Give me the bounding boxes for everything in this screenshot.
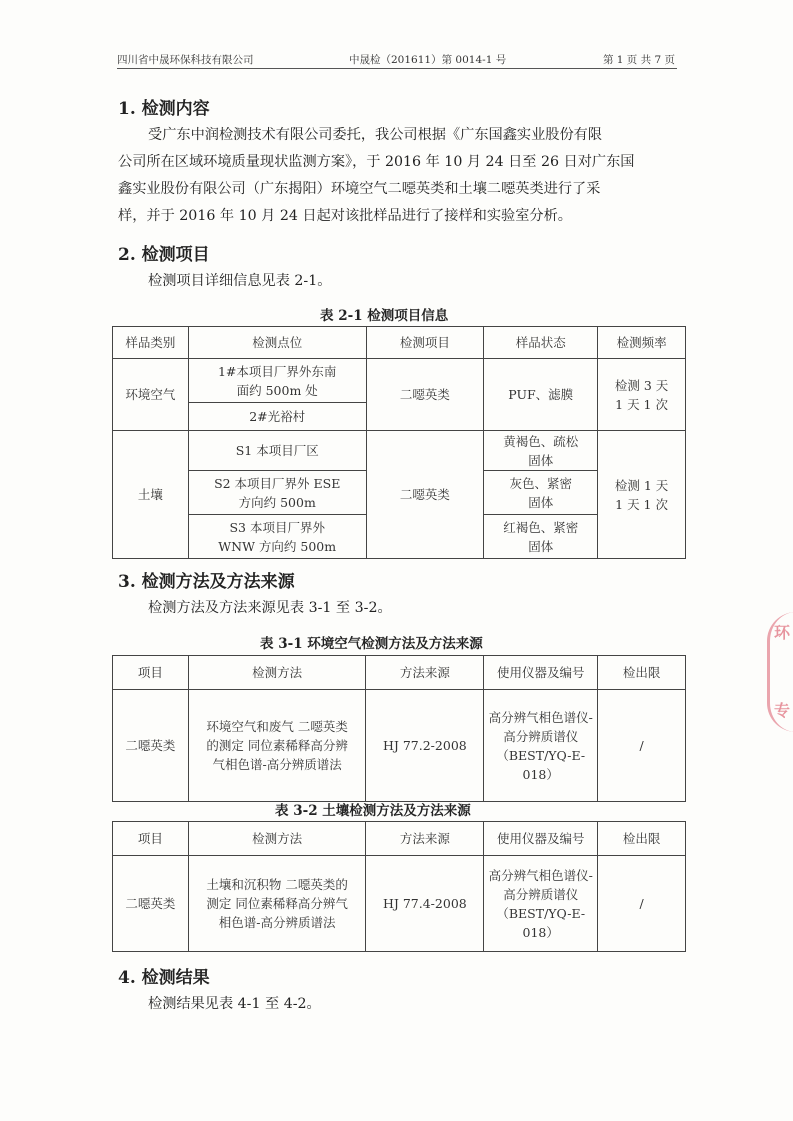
header-item: 检测项目	[366, 327, 484, 359]
t31-item: 二噁英类	[113, 690, 189, 802]
section4-title: 4. 检测结果	[118, 968, 210, 988]
t32-limit: /	[598, 856, 686, 952]
air-point-2: 2#光裕村	[188, 403, 366, 431]
header-sample-category: 样品类别	[113, 327, 189, 359]
t31-method: 环境空气和废气 二噁英类 的测定 同位素稀释高分辨 气相色谱-高分辨质谱法	[188, 690, 366, 802]
air-frequency: 检测 3 天 1 天 1 次	[598, 359, 686, 431]
section1-line-2: 公司所在区域环境质量现状监测方案》，于 2016 年 10 月 24 日至 26 日对广东国	[118, 154, 635, 170]
soil-category: 土壤	[113, 431, 189, 559]
t31-header-method: 检测方法	[188, 656, 366, 690]
soil-point-3: S3 本项目厂界外 WNW 方向约 500m	[188, 515, 366, 559]
t31-limit: /	[598, 690, 686, 802]
t31-header-instrument: 使用仪器及编号	[484, 656, 598, 690]
t32-header-item: 项目	[113, 822, 189, 856]
air-item: 二噁英类	[366, 359, 484, 431]
t32-instrument: 高分辨气相色谱仪- 高分辨质谱仪 （BEST/YQ-E-018）	[484, 856, 598, 952]
table-3-2	[112, 821, 686, 952]
table-2-1-caption: 表 2-1 检测项目信息	[320, 308, 449, 324]
seal-stamp-partial: 环 专	[767, 612, 793, 732]
header-point: 检测点位	[188, 327, 366, 359]
air-point-1: 1#本项目厂界外东南 面约 500m 处	[188, 359, 366, 403]
soil-state-2: 灰色、紧密 固体	[484, 471, 598, 515]
air-category: 环境空气	[113, 359, 189, 431]
air-state: PUF、滤膜	[484, 359, 598, 431]
t32-header-limit: 检出限	[598, 822, 686, 856]
t31-header-limit: 检出限	[598, 656, 686, 690]
soil-point-1: S1 本项目厂区	[188, 431, 366, 471]
section2-title: 2. 检测项目	[118, 245, 210, 265]
section4-intro: 检测结果见表 4-1 至 4-2。	[148, 996, 321, 1012]
section2-intro: 检测项目详细信息见表 2-1。	[148, 273, 332, 289]
section3-title: 3. 检测方法及方法来源	[118, 572, 295, 592]
table-2-1	[112, 326, 686, 559]
t32-header-instrument: 使用仪器及编号	[484, 822, 598, 856]
section1-line-1: 受广东中润检测技术有限公司委托，我公司根据《广东国鑫实业股份有限	[148, 127, 603, 143]
section3-intro: 检测方法及方法来源见表 3-1 至 3-2。	[148, 600, 392, 616]
section1-line-4: 样，并于 2016 年 10 月 24 日起对该批样品进行了接样和实验室分析。	[118, 208, 572, 224]
t31-source: HJ 77.2-2008	[366, 690, 484, 802]
report-number: 中晟检（201611）第 0014-1 号	[349, 54, 507, 66]
header-state: 样品状态	[484, 327, 598, 359]
section1-line-3: 鑫实业股份有限公司（广东揭阳）环境空气二噁英类和土壤二噁英类进行了采	[118, 181, 601, 197]
table-3-1	[112, 655, 686, 802]
t32-source: HJ 77.4-2008	[366, 856, 484, 952]
t32-item: 二噁英类	[113, 856, 189, 952]
t32-header-method: 检测方法	[188, 822, 366, 856]
table-3-2-caption: 表 3-2 土壤检测方法及方法来源	[275, 803, 471, 819]
t31-header-item: 项目	[113, 656, 189, 690]
soil-state-3: 红褐色、紧密 固体	[484, 515, 598, 559]
header-frequency: 检测频率	[598, 327, 686, 359]
t32-method: 土壤和沉积物 二噁英类的 测定 同位素稀释高分辨气 相色谱-高分辨质谱法	[188, 856, 366, 952]
soil-frequency: 检测 1 天 1 天 1 次	[598, 431, 686, 559]
page-header	[117, 50, 677, 69]
t31-header-source: 方法来源	[366, 656, 484, 690]
section1-title: 1. 检测内容	[118, 99, 210, 119]
table-3-1-caption: 表 3-1 环境空气检测方法及方法来源	[260, 636, 483, 652]
company-name: 四川省中晟环保科技有限公司	[117, 54, 254, 66]
t31-instrument: 高分辨气相色谱仪- 高分辨质谱仪 （BEST/YQ-E-018）	[484, 690, 598, 802]
page-number: 第 1 页 共 7 页	[602, 54, 675, 66]
soil-item: 二噁英类	[366, 431, 484, 559]
soil-point-2: S2 本项目厂界外 ESE 方向约 500m	[188, 471, 366, 515]
t32-header-source: 方法来源	[366, 822, 484, 856]
soil-state-1: 黄褐色、疏松 固体	[484, 431, 598, 471]
